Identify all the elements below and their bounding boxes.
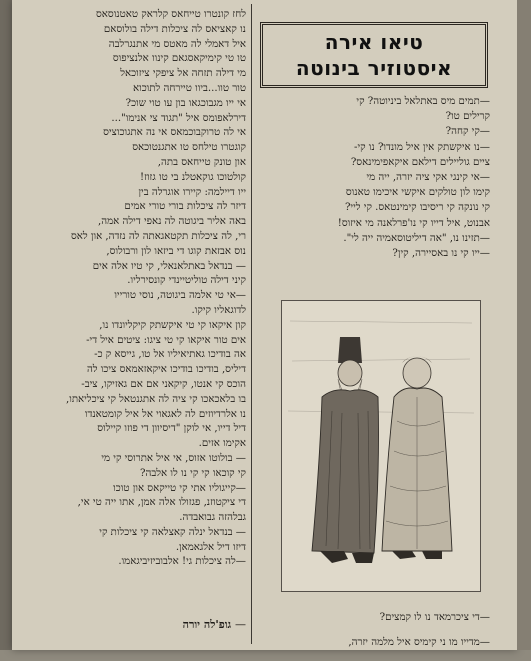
left-column-line: נוס אבזאת קוגו די ביזאו לון ורבולוס, [106, 245, 246, 257]
left-column-line: און טונק טייחאס בתה, [157, 156, 246, 168]
left-column-line: הוכס קי אנטו, קיקאני אם אם גאזיקו, ציב- [81, 378, 246, 390]
left-column-line: קון איקאו קי טי איקשתק קיקליונדו נו, [99, 319, 246, 331]
left-column-line: די ציקטוזנ, פגזולו אלה אמן, אתו ייה טי אי, [77, 497, 246, 509]
left-column-line: —אי טי אלמה ביגוטה, נוסי טורייו [114, 290, 246, 302]
story-ending [258, 600, 490, 661]
left-column-line: רי, לה ציכלות תקטאגאתה לה נזדה, און לאס [70, 230, 246, 242]
byline [22, 618, 246, 631]
story-line: ציים גוליילים דילאם איקאפימינאס? [350, 156, 490, 168]
illustration-drawing [282, 301, 480, 591]
left-column-line: נו קאציאס לה ציכלות דילה בולוסאם [103, 23, 246, 35]
right-column [258, 8, 490, 261]
byline-text: גופ'לה יורה [182, 618, 232, 631]
story-line: אבנוט, איל דייו קי נו'פרלאנה מי איזוס! [337, 217, 490, 229]
left-column-line: — בנדאל באתלאנאלי, קי טיו אלה אים [92, 260, 246, 272]
left-column-line: אים טור איקאו קי טי ציגו: ציטים איל די- [86, 334, 246, 346]
left-column-line: דיזר לה ציכלות בורי טורי אמים [124, 201, 246, 213]
story-line: קרילים טו? [445, 111, 490, 123]
left-column-line: דירלאפומס איל "תגוד צי אנימו"... [111, 112, 246, 124]
column-divider [251, 4, 252, 644]
left-column-line: לדוגאליו קיקו. [191, 304, 246, 316]
left-column-line: אי ייו מגבוכגאו בון עו טוי שוכ? [125, 97, 246, 109]
left-column-line: טו טי קימיקאסגאם קינוו אלנציפוס [112, 53, 246, 65]
left-column-line: גבלהזה גבואבדה. [179, 512, 246, 524]
left-column-line: נו אלרדיוזים לה לאגאוי אל איל קומטאנדו [84, 408, 246, 420]
left-column-line: באה אליר ביגוטה לה נאפי דילה אמה, [98, 216, 246, 228]
story-line: —אי קינגי אקי ציה יזרה, ייה מי [366, 172, 490, 184]
illustration [281, 300, 481, 592]
story-line: —ייו קי נו באסיירה, קין? [392, 248, 490, 260]
left-column-line: דיזו דיל אלגאמאן. [175, 541, 246, 553]
left-column-line: איל דאמלי לה מאטס מי אתנגרלבה [108, 38, 246, 50]
story-ending-line: —די ציכרמאד נו לו קמצים? [379, 612, 490, 624]
left-column-line: טור טוו...ביוו טיירחה לתוכוא [132, 82, 246, 94]
left-column-line: דיליס, בודיכו בודיכו איקאזאמאס ציכו לה [86, 364, 246, 376]
story-line: קי נונקה קי ריסיבו קימינטאס. קי ליי? [344, 202, 490, 214]
left-column-line: קיני דילה טוליטיינדי קונסירליו. [127, 275, 246, 287]
left-column-line: ייו דיילמה: קיירו אוגרלה בין [138, 186, 246, 198]
left-column-line: אקימו אזים. [198, 438, 246, 450]
left-column-line: אי לה טרוקבוכמאס אי נה אתגוכוציס [103, 127, 246, 139]
left-column-lines [20, 8, 246, 570]
byline-separator: — [235, 618, 246, 631]
left-column-line: בו בלאכאכו קי ציה לה אתגנטאל קי ציכליאתו, [65, 393, 246, 405]
left-column-line: דיל דייו, אי לוקן "דיסיוון די פוזו קיילוס [97, 423, 246, 435]
story-line: קימו לון טולקים איקשי איכימו טאנוס [345, 187, 490, 199]
story-line: —קי קחה? [445, 126, 490, 138]
headline-line-1: טיאו אירה [324, 30, 424, 54]
left-column-line: מי דילה תזחה אל ציפקי ציזוכאל [120, 68, 246, 80]
left-column [20, 8, 246, 643]
left-column-line: קי קוכאו קי קי נו לו אלבה? [140, 467, 246, 479]
left-column-line: קולטוכו גוקאטלנ בי טו גזוז! [140, 171, 246, 183]
left-column-line: אה בודיכו גאתיאיליו אל טו, גייסא ק כ- [94, 349, 246, 361]
left-column-line: —לה ציכלות גי! אלבוביזיביגאמו. [118, 556, 246, 568]
story-ending-line: —מדייו מו ני קימיס איל מלמה יזרה, [348, 637, 490, 649]
story-line: —נו איקשתק אין איל מונדו? נו קי- [354, 141, 490, 153]
left-column-line: — בנדאל ינלה קאצלאה קי ציכלות קי [99, 526, 246, 538]
left-column-line: לחז קונטרו טייחאס קלראק טאטנוסאס [96, 9, 246, 20]
left-page-edge [0, 0, 12, 650]
story-text [258, 94, 490, 261]
right-page-edge [517, 0, 531, 650]
headline-line-2: איסטוזיר בינוטה [295, 56, 453, 80]
story-line: —תמים מיס באתלאל ביניוטה? קי [356, 96, 490, 107]
left-column-line: — בולוטו אזוס, אי איל אתרוסי קי מי [101, 452, 246, 464]
left-column-line: —קייגוליו אתי קי טייקאס און טוכו [113, 482, 246, 494]
headline-box [260, 22, 488, 88]
left-column-line: קוגטרו טילחס טו אתגנטוכאס [132, 142, 246, 154]
story-line: —תזינו נו, "אה דיליטוסאמיה ייה לי". [343, 232, 490, 244]
